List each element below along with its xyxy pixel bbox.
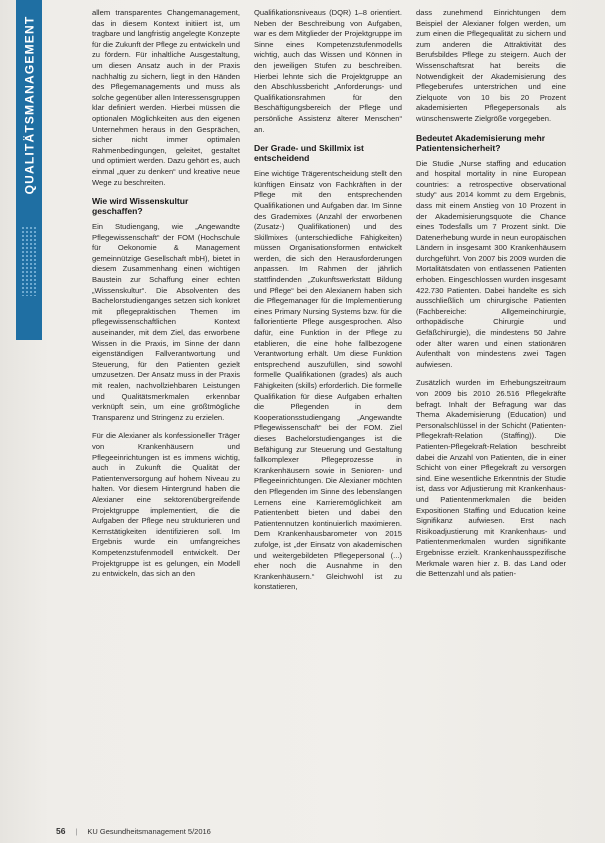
paragraph: Qualifikationsniveaus (DQR) 1–8 orientiert. Neben der Beschreibung von Aufgaben, war es dem Mitglieder der Projektgruppe im Sinne eines Kompetenzstufenmodells wichtig, auch das Wissen und Können in den jeweiligen Stufen zu beschreiben. Hierbei lehnte sich die Projektgruppe an den Abschlussbericht „Anforderungs- und Qualifikationsrahmen für den Beschäftigungsbereich der Pflege und persönliche Assistenz älterer Menschen“ an. (254, 8, 402, 134)
paragraph: allem transparentes Changemanagement, das in diesem Kontext initiiert ist, um tragbare und langfristig angelegte Konzepte für die Zukunft der Pflege zu entwickeln und zu fördern. Für inhaltliche Ausgestaltung, um diesen Ansatz auch in der Praxis nachhaltig zu sichern, liegt in den Händen des Pflegemanagements und muss als solche gegenüber allen Interessensgruppen klar definiert werden. Hierbei müssen die optionalen Möglichkeiten aus den eigenen Unternehmen heraus in den Gesprächen, sicher nicht immer optimalen Rahmenbedingungen, geleitet, gestaltet und optimiert werden. Dazu gehört es, auch einmal „quer zu denken“ und kreative neue Wege zu beschreiten. (92, 8, 240, 187)
text-column-3 (416, 8, 566, 588)
section-heading: Wie wird Wissenskultur geschaffen? (92, 196, 189, 217)
section-heading: Der Grade- und Skillmix ist entscheidend (254, 143, 364, 164)
footer-separator: | (75, 826, 78, 836)
text-column-2 (254, 8, 402, 601)
paragraph: Eine wichtige Trägerentscheidung stellt den künftigen Einsatz von Fachkräften in der Pflege mit den entsprechenden Qualifikationen und Aufgaben dar. Im Sinne des Grademixes (Anzahl der erworbenen (Zusatz-) Qualifikationen) und des Skillmixes (unterschiedliche Fähigkeiten) müssen Organisationsformen entwickelt werden, die sich den Herausforderungen anpassen. Im Rahmen der jährlich stattfindenden „Zukunftswerkstatt Bildung und Pflege“ bei den Alexianern haben sich die Pflegemanager für die Implementierung eines Primary Nursing Systems bzw. für die fallorientierte Pflege ausgesprochen. Also dafür, eine Funktion in der Pflege zu etablieren, die eine hohe fallbezogene Verantwortung erhält. Um diese Funktion entsprechend auszufüllen, sind sowohl formelle Qualifikationen (grades) als auch Fähigkeiten (skills) erforderlich. Die formelle Qualifikation für diese Aufgaben erhalten die Pflegenden in dem Kooperationsstudiengang „Angewandte Pflegewissenschaft“ bei der FOM. Ziel dieses Bachelorstudienganges ist die Befähigung zur Steuerung und Gestaltung fallkomplexer Pflegeprozesse in Krankenhäusern sowie in Senioren- und Pflegeeinrichtungen. Die Alexianer möchten den Pflegenden im Sinne des lebenslangen Lernens eine Karrieremöglichkeit am Patientenbett bieten und dabei den Patientennutzen kontinuierlich maximieren. Dem Krankenhausbarometer von 2015 zufolge, ist „der Einsatz von akademischen und weitergebildeten Pflegepersonal (...) eher noch die Ausnahme in den Krankenhäusern.“ Gleichwohl ist zu konstatieren, (254, 169, 402, 592)
decorative-dot-pattern (21, 226, 37, 296)
page-number: 56 (56, 826, 66, 836)
paragraph: Die Studie „Nurse staffing and education and hospital mortality in nine European countries: a retrospective observational study“ aus 2014 kommt zu dem Ergebnis, dass mit einem Anstieg von 10 Prozent in der Akademisierungsquote die Chance eines Todesfalls um 7 Prozent sinkt. Die Datenerhebung wurde in neun europäischen Ländern in insgesamt 300 Krankenhäusern durchgeführt. Von 2007 bis 2009 wurden die Mortalitätsdaten von entlassenen Patienten erhoben. Eingeschlossen wurden insgesamt 422.730 Patienten. Dabei handelte es sich ausschließlich um chirurgische Patienten (Fachbereiche: Allgemeinchirurgie, orthopädische Chirurgie und Gefäßchirurgie), die mindestens 50 Jahre oder älter waren und einen stationären Aufenthalt von mindestens zwei Tagen aufwiesen. (416, 158, 566, 369)
text-column-1 (92, 8, 240, 588)
journal-name: KU Gesundheitsmanagement 5/2016 (87, 826, 211, 836)
section-label: QUALITÄTSMANAGEMENT (22, 15, 37, 195)
paragraph: Zusätzlich wurden im Erhebungszeitraum von 2009 bis 2010 26.516 Pflegekräfte befragt. Inhalt der Befragung war das Thema Akademisierung (Education) und Personalschlüssel in der Schicht (Patienten-Pflegekraft-Relation (Staffing)). Die Patienten-Pflegekraft-Relation beschreibt dabei die Anzahl von Patienten, die in einer Schicht von einer Pflegekraft zu versorgen sind. Eine wesentliche Erkenntnis der Studie ist, dass vor Adjustierung mit Krankenhaus- und Patientenmerkmalen die beiden Expositionen Staffing und Education keine Signifikanz aufwiesen. Erst nach Risikoadjustierung mit Krankenhaus- und Patientenmerkmalen wurden signifikante Ergebnisse erzielt. Krankenhausspezifische Merkmale waren hier z. B. das Land oder die Bettenzahl und als patien- (416, 378, 566, 579)
paragraph: dass zunehmend Einrichtungen dem Beispiel der Alexianer folgen werden, um zum einen die Pflegequalität zu sichern und zum anderen die Attraktivität des Berufsbildes Pflege zu steigern. Auch der Wissenschaftsrat hat bereits die Notwendigkeit der Akademisierung des Pflegeberufes unterstrichen und eine Zielquote von 10 bis 20 Prozent akademisierten Pflegepersonals als wünschenswerte Zielgröße vorgegeben. (416, 8, 566, 123)
section-label-container (16, 0, 42, 210)
paragraph: Für die Alexianer als konfessioneller Träger von Krankenhäusern und Pflegeeinrichtungen ist es immens wichtig, auch in Zukunft die Qualität der Patientenversorgung auf hohem Niveau zu halten. Vor diesem Hintergrund haben die Alexianer eine sektorenübergreifende Projektgruppe implementiert, die die Aufgaben der Pflege neu strukturieren und Kernstätigkeiten identifizieren soll. Im Ergebnis wurde ein umfangreiches Kompetenzstufenmodell entwickelt. Der Projektgruppe ist es gelungen, ein Modell zu entwickeln, das sich an den (92, 431, 240, 579)
section-heading: Bedeutet Akademisierung mehr Patientensicherheit? (416, 132, 546, 153)
paragraph: Ein Studiengang, wie „Angewandte Pflegewissenschaft“ der FOM (Hochschule für Oekonomie & Management gemeinnützige Gesellschaft mbH), bietet in diesem Zusammenhang einen wichtigen Baustein zur Schaffung einer echten „Wissenskultur“. Die Absolventen des Bachelorstudienganges setzen sich konkret mit pflegepraktischen Themen im pflegewissenschaftlichen Kontext auseinander, mit dem Ziel, das erworbene Wissen in die Praxis, im Sinne der dann eigenständigen Fallverantwortung und Steuerung, für den Patienten gezielt umzusetzen. Der Ansatz muss in der Praxis mit realen, nachvollziehbaren Leistungen und Qualitätsmerkmalen erkennbar verknüpft sein, um eine größtmögliche Transparenz und Stringenz zu erzielen. (92, 222, 240, 422)
page-footer (56, 826, 211, 836)
